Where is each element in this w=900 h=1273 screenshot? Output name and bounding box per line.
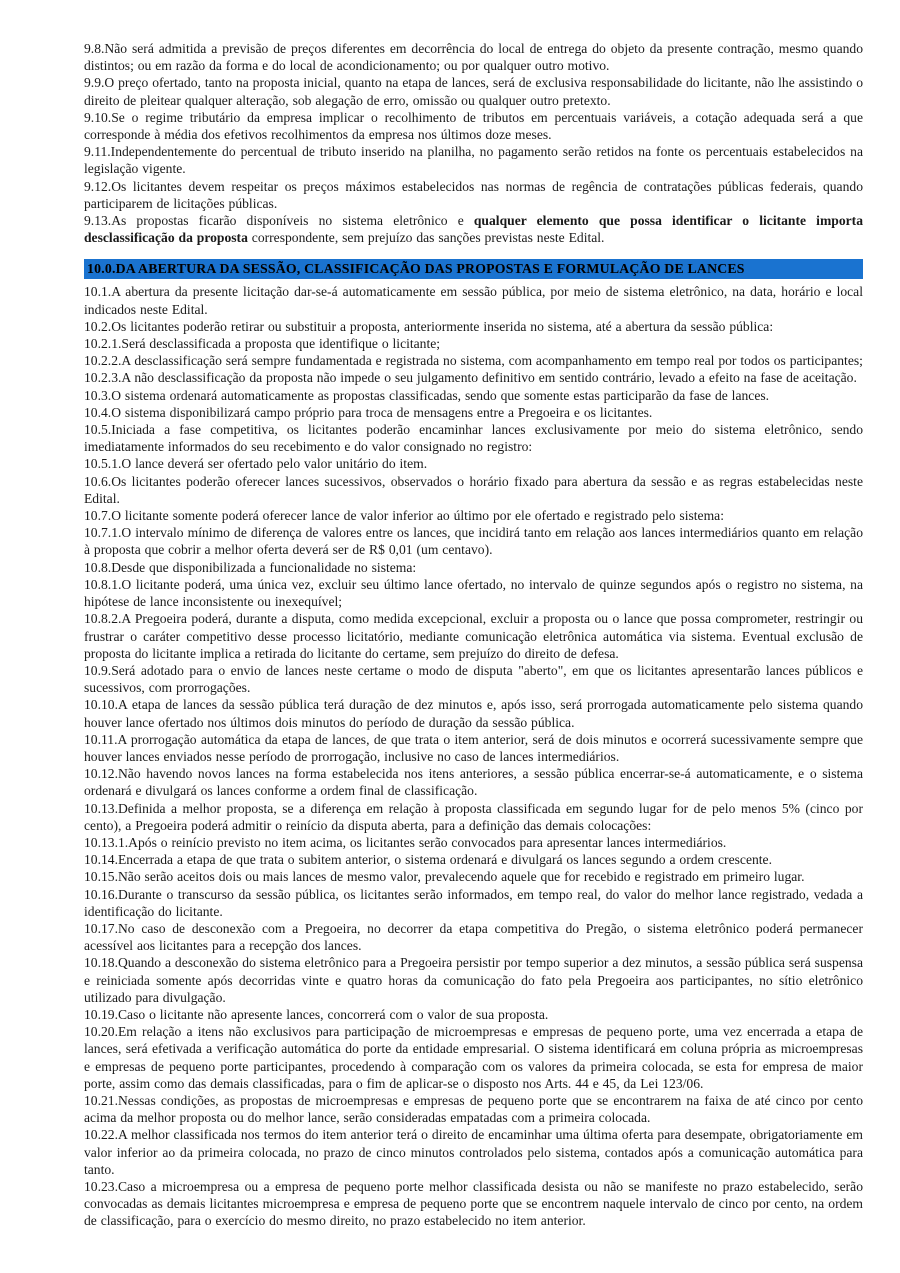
paragraph (84, 731, 863, 765)
bold-text-run: 10.0.DA ABERTURA DA SESSÃO, CLASSIFICAÇÃO DAS PROPOSTAS E FORMULAÇÃO DE LANCES (87, 261, 745, 277)
text-run: 10.2.2.A desclassificação será sempre fundamentada e registrada no sistema, com acompanhamento em tempo real por todos os participantes; (84, 353, 863, 369)
paragraph (84, 1023, 863, 1092)
paragraph (84, 851, 863, 868)
text-run: 10.2.3.A não desclassificação da proposta não impede o seu julgamento definitivo em sentido contrário, levado a efeito na fase de aceitação. (84, 370, 857, 386)
text-run: 10.5.Iniciada a fase competitiva, os licitantes poderão encaminhar lances exclusivamente por meio do sistema eletrônico, sendo imediatamente informados do seu recebimento e do valor consignado no registro: (84, 422, 863, 455)
paragraph (84, 421, 863, 455)
text-run: 10.8.Desde que disponibilizada a funcionalidade no sistema: (84, 559, 417, 575)
text-run: 10.11.A prorrogação automática da etapa de lances, de que trata o item anterior, será de dois minutos e ocorrerá sucessivamente sempre que houver lances enviados nesse período de prorrogação, inclusive no caso de lances intermediários. (84, 731, 863, 764)
text-run: 10.23.Caso a microempresa ou a empresa de pequeno porte melhor classificada desista ou não se manifeste no prazo estabelecido, serão convocadas as demais licitantes microempresa e empresa de pequeno porte que se encontrem naquele intervalo de cinco por cento, na ordem de classificação, para o exercício do mesmo direito, no prazo estabelecido no item anterior. (84, 1179, 863, 1229)
text-run: 10.2.Os licitantes poderão retirar ou substituir a proposta, anteriormente inserida no sistema, até a abertura da sessão pública: (84, 318, 774, 334)
text-run: 10.18.Quando a desconexão do sistema eletrônico para a Pregoeira persistir por tempo superior a dez minutos, a sessão pública será suspensa e reiniciada somente após decorridas vinte e quatro horas da comunicação do fato pela Pregoeira aos participantes, no sítio eletrônico utilizado para divulgação. (84, 955, 863, 1005)
text-run: correspondente, sem prejuízo das sanções previstas neste Edital. (247, 230, 605, 246)
text-run: 10.8.2.A Pregoeira poderá, durante a disputa, como medida excepcional, excluir a proposta ou o lance que possa comprometer, restringir ou frustrar o caráter competitivo desse processo licitatório, mediante comunicação eletrônica automática via sistema. Eventual exclusão de proposta do licitante implica a retirada do licitante do certame, sem prejuízo do direito de defesa. (84, 611, 863, 661)
paragraph (84, 178, 863, 212)
paragraph (84, 404, 863, 421)
paragraph (84, 1178, 863, 1230)
text-run: 10.8.1.O licitante poderá, uma única vez, excluir seu último lance ofertado, no intervalo de quinze segundos após o registro no sistema, na hipótese de lance inconsistente ou inexequível; (84, 576, 863, 610)
paragraph (84, 109, 863, 143)
text-run: 10.1.A abertura da presente licitação dar-se-á automaticamente em sessão pública, por meio de sistema eletrônico, na data, horário e local indicados neste Edital. (84, 284, 863, 317)
paragraph (84, 507, 863, 524)
paragraph (84, 283, 863, 317)
text-run: 10.21.Nessas condições, as propostas de microempresas e empresas de pequeno porte que se encontrarem na faixa de até cinco por cento acima da melhor proposta ou do melhor lance, serão consideradas empatadas com a primeira colocada. (84, 1092, 863, 1126)
paragraph (84, 387, 863, 404)
section-heading (84, 259, 863, 279)
paragraph (84, 1006, 863, 1023)
text-run: 10.20.Em relação a itens não exclusivos para participação de microempresas e empresas de pequeno porte, uma vez encerrada a etapa de lances, será efetivada a verificação automática do porte da entidade empresarial. O sistema identificará em coluna própria as microempresas e empresas de pequeno porte participantes, procedendo à comparação com os valores da primeira colocada, se esta for empresa de maior porte, assim como das demais classificadas, para o fim de aplicar-se o disposto nos Arts. 44 e 45, da Lei 123/06. (84, 1024, 863, 1091)
text-run: 10.13.Definida a melhor proposta, se a diferença em relação à proposta classificada em segundo lugar for de pelo menos 5% (cinco por cento), a Pregoeira poderá admitir o reinício da disputa aberta, para a definição das demais colocações: (84, 800, 863, 833)
bold-text-run: qualquer elemento que possa identificar o licitante importa desclassificação da proposta (84, 213, 863, 246)
paragraph (84, 886, 863, 920)
text-run: 10.4.O sistema disponibilizará campo próprio para troca de mensagens entre a Pregoeira e os licitantes. (84, 404, 653, 420)
paragraph (84, 473, 863, 507)
text-run: 10.17.No caso de desconexão com a Pregoeira, no decorrer da etapa competitiva do Pregão, o sistema eletrônico poderá permanecer acessível aos licitantes para a recepção dos lances. (84, 920, 863, 954)
paragraph (84, 868, 863, 885)
text-run: 10.10.A etapa de lances da sessão pública terá duração de dez minutos e, após isso, será prorrogada automaticamente pelo sistema quando houver lance ofertado nos últimos dois minutos do período de duração da sessão pública. (84, 697, 863, 730)
paragraph (84, 40, 863, 74)
paragraph (84, 920, 863, 954)
paragraph (84, 143, 863, 177)
paragraph (84, 610, 863, 662)
text-run: 10.2.1.Será desclassificada a proposta que identifique o licitante; (84, 336, 441, 352)
text-run: 10.7.1.O intervalo mínimo de diferença de valores entre os lances, que incidirá tanto em relação aos lances intermediários quanto em relação à proposta que cobrir a melhor oferta deverá ser de R$ 0,01 (um centavo). (84, 525, 863, 558)
paragraph (84, 800, 863, 834)
paragraph (84, 524, 863, 558)
paragraph (84, 318, 863, 335)
paragraph (84, 576, 863, 610)
paragraph (84, 1092, 863, 1126)
text-run: 10.15.Não serão aceitos dois ou mais lances de mesmo valor, prevalecendo aquele que for recebido e registrado em primeiro lugar. (84, 869, 805, 885)
paragraph (84, 74, 863, 108)
text-run: 10.16.Durante o transcurso da sessão pública, os licitantes serão informados, em tempo real, do valor do melhor lance registrado, vedada a identificação do licitante. (84, 886, 863, 919)
text-run: 10.9.Será adotado para o envio de lances neste certame o modo de disputa "aberto", em que os licitantes apresentarão lances públicos e sucessivos, com prorrogações. (84, 662, 863, 696)
paragraph (84, 212, 863, 246)
paragraph (84, 954, 863, 1006)
text-run: 9.9.O preço ofertado, tanto na proposta inicial, quanto na etapa de lances, será de exclusiva responsabilidade do licitante, não lhe assistindo o direito de pleitear qualquer alteração, sob alegação de erro, omissão ou qualquer outro pretexto. (84, 75, 863, 108)
text-run: 10.3.O sistema ordenará automaticamente as propostas classificadas, sendo que somente estas participarão da fase de lances. (84, 387, 770, 403)
paragraph (84, 559, 863, 576)
text-run: 9.8.Não será admitida a previsão de preços diferentes em decorrência do local de entrega do objeto da presente contração, mesmo quando distintos; ou em razão da forma e do local de acondicionamento; ou por qualquer outro motivo. (84, 41, 863, 74)
text-run: 10.5.1.O lance deverá ser ofertado pelo valor unitário do item. (84, 456, 428, 472)
paragraph (84, 662, 863, 696)
text-run: 10.7.O licitante somente poderá oferecer lance de valor inferior ao último por ele ofertado e registrado pelo sistema: (84, 508, 724, 524)
paragraph (84, 369, 863, 386)
text-run: 9.12.Os licitantes devem respeitar os preços máximos estabelecidos nas normas de regência de contratações públicas federais, quando participarem de licitações públicas. (84, 178, 863, 211)
text-run: 9.13.As propostas ficarão disponíveis no sistema eletrônico e (84, 213, 474, 229)
paragraph (84, 455, 863, 472)
paragraph (84, 696, 863, 730)
text-run: 9.11.Independentemente do percentual de tributo inserido na planilha, no pagamento serão retidos na fonte os percentuais estabelecidos na legislação vigente. (84, 144, 863, 177)
text-run: 10.19.Caso o licitante não apresente lances, concorrerá com o valor de sua proposta. (84, 1006, 549, 1022)
text-run: 10.6.Os licitantes poderão oferecer lances sucessivos, observados o horário fixado para abertura da sessão e as regras estabelecidas neste Edital. (84, 473, 863, 506)
paragraph (84, 335, 863, 352)
paragraph (84, 1126, 863, 1178)
text-run: 10.14.Encerrada a etapa de que trata o subitem anterior, o sistema ordenará e divulgará os lances segundo a ordem crescente. (84, 852, 772, 868)
text-run: 10.12.Não havendo novos lances na forma estabelecida nos itens anteriores, a sessão pública encerrar-se-á automaticamente, e o sistema ordenará e divulgará os lances conforme a ordem final de classificação. (84, 766, 863, 799)
document-body (84, 40, 863, 1230)
paragraph (84, 834, 863, 851)
text-run: 9.10.Se o regime tributário da empresa implicar o recolhimento de tributos em percentuais variáveis, a cotação adequada será a que corresponde à média dos efetivos recolhimentos da empresa nos últimos doze meses. (84, 109, 863, 143)
text-run: 10.22.A melhor classificada nos termos do item anterior terá o direito de encaminhar uma última oferta para desempate, obrigatoriamente em valor inferior ao da primeira colocada, no prazo de cinco minutos controlados pelo sistema, contados após a comunicação automática para tanto. (84, 1127, 863, 1177)
paragraph (84, 765, 863, 799)
text-run: 10.13.1.Após o reinício previsto no item acima, os licitantes serão convocados para apresentar lances intermediários. (84, 834, 727, 850)
paragraph (84, 352, 863, 369)
